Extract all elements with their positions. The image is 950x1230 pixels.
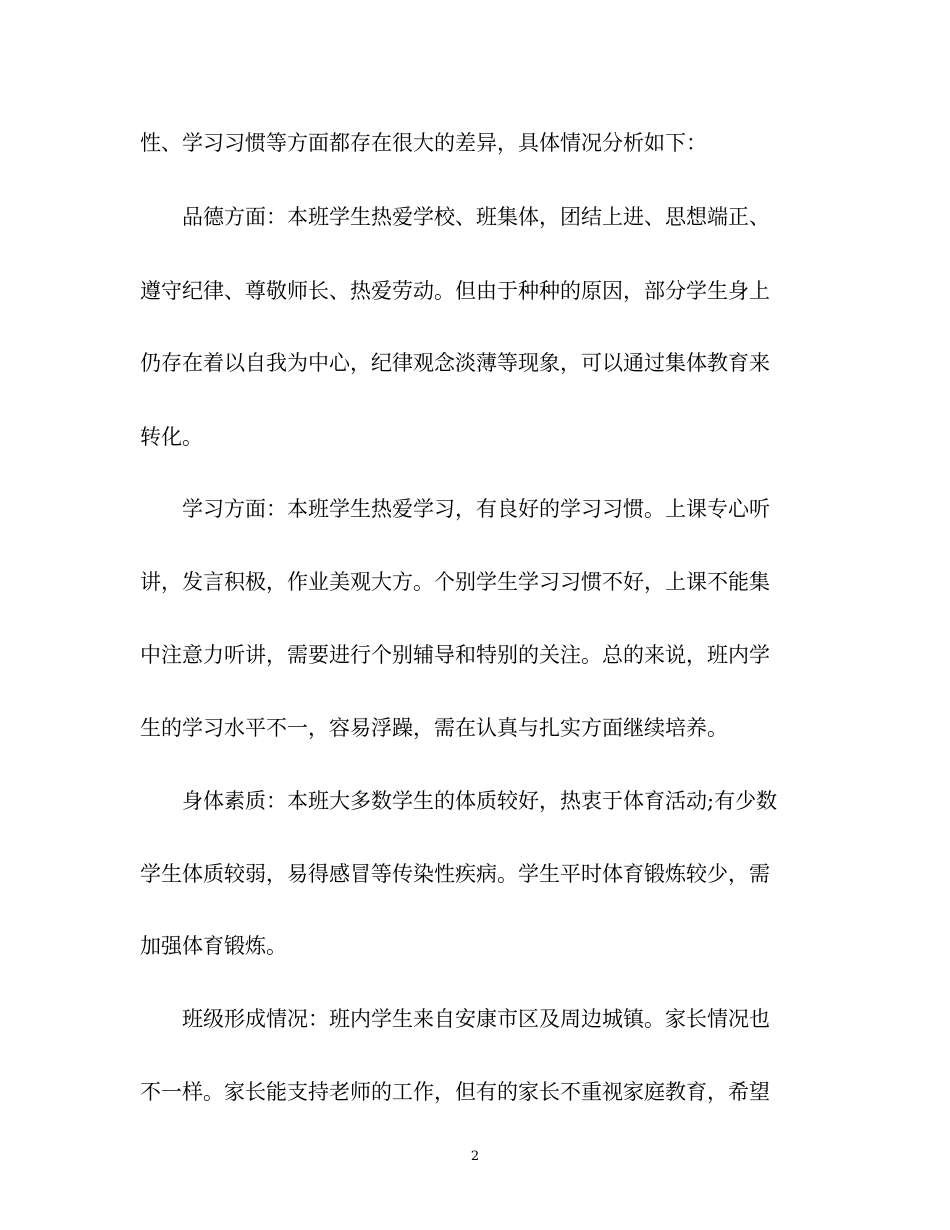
text-line: 转化。 bbox=[140, 425, 203, 449]
text-line: 生的学习水平不一，容易浮躁，需在认真与扎实方面继续培养。 bbox=[140, 716, 728, 740]
page-number: 2 bbox=[470, 1149, 480, 1164]
text-line: 加强体育锻炼。 bbox=[140, 934, 287, 958]
paragraph-start-line: 班级形成情况：班内学生来自安康市区及周边城镇。家长情况也 bbox=[182, 1007, 770, 1031]
paragraph-start-line: 学习方面：本班学生热爱学习，有良好的学习习惯。上课专心听 bbox=[182, 497, 770, 521]
paragraph-start-line: 身体素质：本班大多数学生的体质较好，热衷于体育活动;有少数 bbox=[182, 789, 778, 813]
text-line: 不一样。家长能支持老师的工作，但有的家长不重视家庭教育，希望 bbox=[140, 1080, 770, 1104]
text-line: 仍存在着以自我为中心，纪律观念淡薄等现象，可以通过集体教育来 bbox=[140, 351, 770, 375]
text-line: 遵守纪律、尊敬师长、热爱劳动。但由于种种的原因，部分学生身上 bbox=[140, 279, 770, 303]
text-line: 性、学习习惯等方面都存在很大的差异，具体情况分析如下： bbox=[140, 131, 707, 155]
paragraph-start-line: 品德方面：本班学生热爱学校、班集体，团结上进、思想端正、 bbox=[182, 205, 770, 229]
text-line: 讲，发言积极，作业美观大方。个别学生学习习惯不好，上课不能集 bbox=[140, 570, 770, 594]
text-line: 学生体质较弱，易得感冒等传染性疾病。学生平时体育锻炼较少，需 bbox=[140, 862, 770, 886]
text-line: 中注意力听讲，需要进行个别辅导和特别的关注。总的来说，班内学 bbox=[140, 643, 770, 667]
